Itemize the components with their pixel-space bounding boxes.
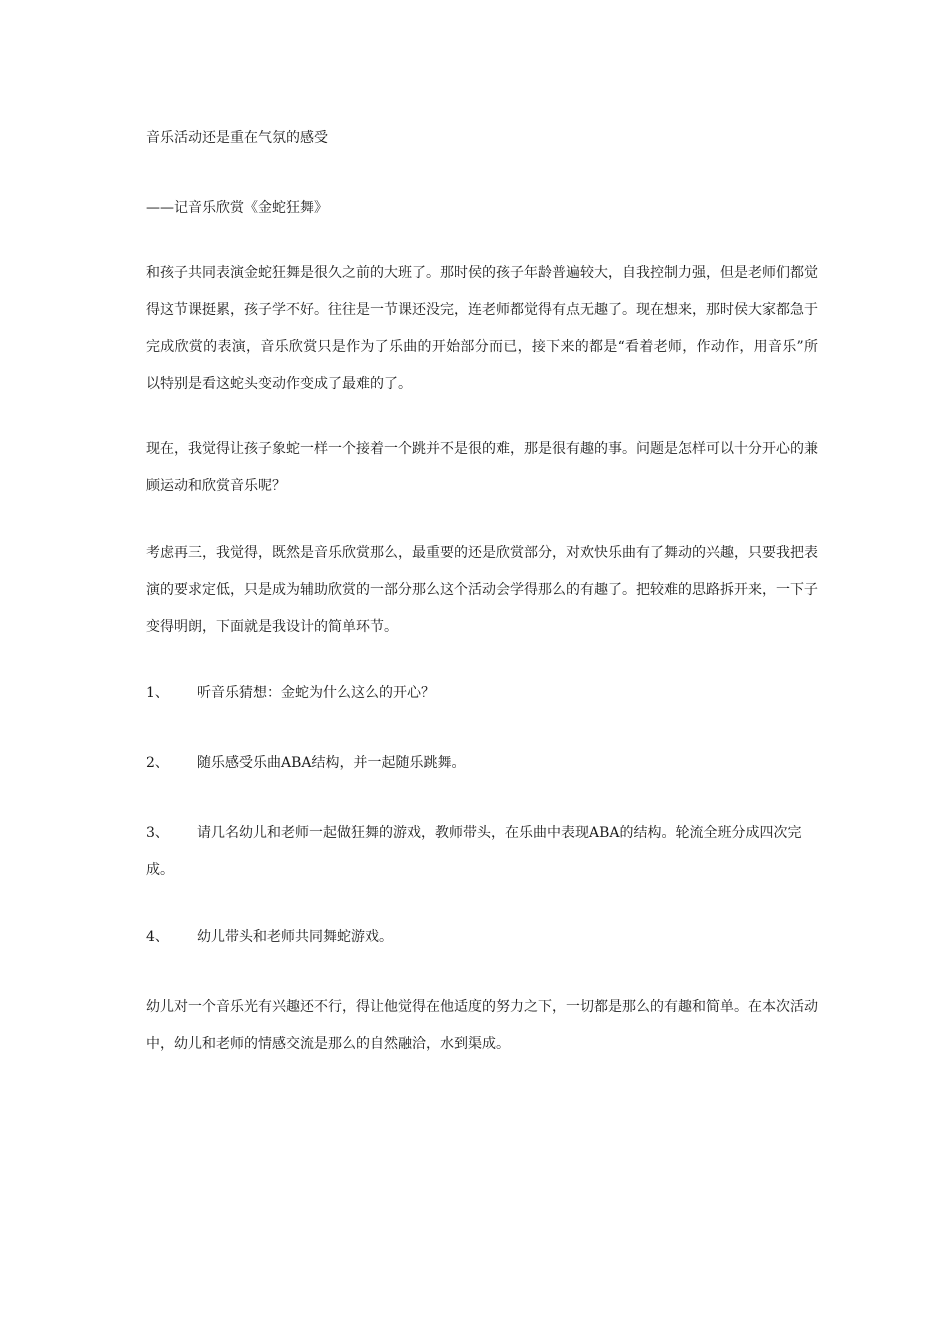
paragraph-conclusion: 幼儿对一个音乐光有兴趣还不行，得让他觉得在他适度的努力之下，一切都是那么的有趣和简单。在本次活动中，幼儿和老师的情感交流是那么的自然融洽，水到渠成。	[146, 999, 818, 1052]
paragraph-question: 现在，我觉得让孩子象蛇一样一个接着一个跳并不是很的难，那是很有趣的事。问题是怎样可以十分开心的兼顾运动和欣赏音乐呢？	[146, 441, 818, 494]
list-item-text: 请几名幼儿和老师一起做狂舞的游戏，教师带头，在乐曲中表现ABA的结构。轮流全班分成四次完成。	[146, 825, 802, 878]
document-title: 音乐活动还是重在气氛的感受	[146, 130, 328, 146]
list-item-text: 幼儿带头和老师共同舞蛇游戏。	[197, 929, 393, 945]
list-item	[146, 675, 818, 712]
list-item-text: 听音乐猜想：金蛇为什么这么的开心？	[197, 685, 435, 701]
list-item-number: 2、	[146, 755, 169, 771]
paragraph-intro: 和孩子共同表演金蛇狂舞是很久之前的大班了。那时侯的孩子年龄普遍较大，自我控制力强，但是老师们都觉得这节课挺累，孩子学不好。往往是一节课还没完，连老师都觉得有点无趣了。现在想来，那时侯大家都急于完成欣赏的表演，音乐欣赏只是作为了乐曲的开始部分而已，接下来的都是“看着老师，作动作，用音乐”所以特别是看这蛇头变动作变成了最难的了。	[146, 265, 818, 392]
list-item	[146, 745, 818, 782]
paragraph-plan: 考虑再三，我觉得，既然是音乐欣赏那么，最重要的还是欣赏部分，对欢快乐曲有了舞动的兴趣，只要我把表演的要求定低，只是成为辅助欣赏的一部分那么这个活动会学得那么的有趣了。把较难的思路拆开来，一下子变得明朗，下面就是我设计的简单环节。	[146, 545, 818, 635]
list-item-number: 4、	[146, 929, 169, 945]
list-item-text: 随乐感受乐曲ABA结构，并一起随乐跳舞。	[197, 755, 466, 771]
list-item	[146, 815, 818, 889]
list-item-number: 3、	[146, 825, 169, 841]
document-subtitle: ——记音乐欣赏《金蛇狂舞》	[146, 200, 328, 216]
list-item	[146, 919, 818, 956]
list-item-number: 1、	[146, 685, 169, 701]
